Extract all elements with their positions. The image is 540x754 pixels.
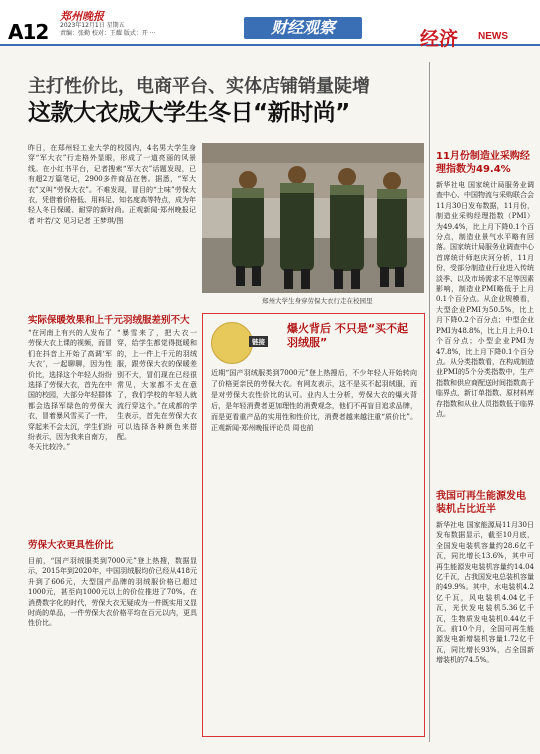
date-line	[60, 22, 250, 38]
editors-text: 责编：张勤 校对：王耀 版式：开 ···	[60, 30, 156, 37]
column-brand: 财经观察	[244, 17, 362, 39]
masthead	[0, 0, 540, 50]
newspaper-logo: 郑州晚报	[60, 10, 104, 23]
sub1-text-b: “暴雪来了，把大衣一穿，给学生都觉得挺暖和的，上一件上千元的羽绒服，跟劳保大衣的保暖差别不大，冒们现在已经很常见，大家都不太在意了，我们学校的年轻人就流行穿这个。”在成都的学生表示，首先在劳保大衣可以选择各种颜色来搭配。	[117, 329, 197, 442]
commentary-headline: 爆火背后 不只是“买不起羽绒服”	[287, 322, 409, 349]
date-text: 2023年12月1日 星期五	[60, 22, 125, 29]
commentary-icon	[211, 322, 253, 364]
photo-caption: 郑州大学生身穿劳保大衣行走在校园里	[262, 297, 373, 305]
sub2-text: 目前，“国产羽绒服类到7000元”登上热搜，数据显示，2015年到2020年，中国羽绒服均价已经从418元升到了606元，大型国产品牌的羽绒服价格已超过1000元，甚至向1000元以上的价位推进了70%。在消费数字化的时代，劳保大衣无疑成为一件既实用又显时尚的单品，一件劳保大衣价格平均在百元以内，更具性价比。	[28, 557, 197, 628]
commentary-text: 近期“国产羽绒服类到7000元”登上热搜后，不少年轻人开始转向了价格更亲民的劳保大衣。有网友表示，这不是买不起羽绒服，而是对劳保大衣性价比的认可。业内人士分析，劳保大衣的爆火背后，是年轻消费者更加理性的消费观念，他们不再盲目追求品牌，而是更看重产品的实用性和性价比，消费者越来越注重“质价比”。正观新闻·郑州晚报评论员 周也前	[211, 369, 417, 432]
commentary-box	[202, 313, 425, 737]
subheading-1: 实际保暖效果和上千元羽绒服差别不大	[28, 315, 190, 326]
page-number: A12	[8, 20, 49, 44]
article-photo	[202, 143, 424, 293]
commentary-flag: 链接	[249, 336, 268, 347]
article-kicker: 主打性价比，电商平台、实体店铺销量陡增	[28, 76, 370, 97]
side-headline-energy: 我国可再生能源发电装机占比近半	[436, 491, 526, 515]
section-title: 经济	[420, 28, 459, 50]
subheading-2: 劳保大衣更具性价比	[28, 540, 114, 551]
side-text-pmi: 新华社电 国家统计局服务业调查中心、中国物流与采购联合会11月30日发布数据，11月份，制造业采购经理指数（PMI）为49.4%，比上月下降0.1个百分点，制造业景气水平略有回落。国家统计局服务业调查中心首席统计师赵庆河分析，11月份，受部分制造业行业进入传统淡季、以及市场需求不足等因素影响，制造业PMI略低于上月0.1个百分点。从企业规模看，大型企业PMI为50.5%，比上月下降0.2个百分点；中型企业PMI为48.8%，比上月上升0.1个百分点；小型企业PMI为47.8%，比上月下降0.1个百分点。从分类指数看，在构成制造业PMI的5个分类指数中，生产指数和供应商配送时间指数高于临界点，新订单指数、原材料库存指数和从业人员指数低于临界点。	[436, 181, 534, 418]
article-headline: 这款大衣成大学生冬日“新时尚”	[28, 100, 350, 126]
column-divider	[429, 62, 430, 742]
section-title-en: NEWS	[478, 31, 508, 42]
side-text-energy: 新华社电 国家能源局11月30日发布数据显示，截至10月底，全国发电装机容量约28.6亿千瓦，同比增长13.6%，其中可再生能源发电装机容量约14.04亿千瓦，占我国发电总装机容量的49.9%。其中，水电装机4.2亿千瓦，风电装机4.04亿千瓦，光伏发电装机5.36亿千瓦，生物质发电装机0.44亿千瓦。前10个月，全国可再生能源发电新增装机容量1.72亿千瓦，同比增长93%，占全国新增装机的74.5%。	[436, 521, 534, 665]
article-lead: 昨日，在郑州轻工业大学的校园内，4名男大学生身穿“军大衣”行走格外显眼，形成了一道亮丽的风景线。在小红书平台，记者搜索“军大衣”话题发现，已有超2万篇笔记，2900多件商品在售。据悉，“军大衣”又叫“劳保大衣”。不难发现，冒目的“土味”劳保大衣，凭借着价格低、用料足、知名度高等特点，成为年轻人冬日保暖、耐穿的新时尚。正观新闻·郑州晚报记者 叶若/文 见习记者 王梦琪/图	[28, 144, 196, 225]
photo-illustration	[202, 143, 424, 293]
side-headline-pmi: 11月份制造业采购经理指数为49.4%	[436, 151, 530, 175]
sub1-text-a: “在河南上有兴的人发布了劳保大衣上课的视频，而冒们在抖音上开始了高调‘军大衣’，一起聊聊，因为性价比，选择这个年轻人纷纷选择了劳保大衣，首先在中国的校园，大部分年轻群体都会选择军绿色的劳保大衣，冒着暴风雪买了一件，穿起来不会太沉，学生们纷纷表示，因为我来自南方，冬天比较冷。”	[28, 329, 112, 452]
